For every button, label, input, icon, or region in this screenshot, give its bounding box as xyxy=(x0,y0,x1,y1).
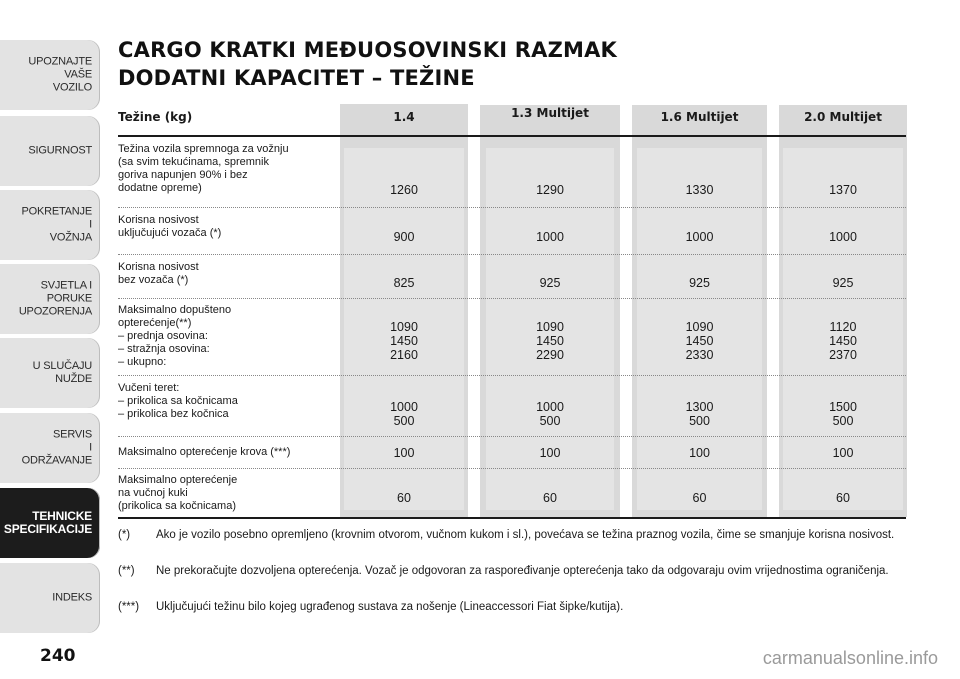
page-title xyxy=(118,36,617,92)
table-cell: 100 xyxy=(689,446,710,460)
table-cell: 60 xyxy=(397,491,411,505)
column-header: 1.6 Multijet xyxy=(660,110,739,124)
row-label-korisna-nosivost-bez-vozaca: Korisna nosivost bez vozača (*) xyxy=(118,261,199,286)
title-line-1: CARGO KRATKI MEĐUOSOVINSKI RAZMAK xyxy=(118,38,618,62)
table-cell: 1500 500 xyxy=(829,400,857,428)
table-cell: 60 xyxy=(692,491,707,505)
row-label-vuceni-teret: Vučeni teret: – prikolica sa kočnicama – prikolica bez kočnica xyxy=(118,382,238,420)
table-cell: 1370 xyxy=(829,183,857,197)
row-divider xyxy=(118,254,906,255)
tab-label: TEHNICKE SPECIFIKACIJE xyxy=(3,509,92,536)
footnote-marker: (***) xyxy=(118,601,140,613)
table-cell: 925 xyxy=(832,276,854,290)
table-cell: 60 xyxy=(836,491,850,505)
table-cell: 825 xyxy=(393,276,415,290)
column-header: 2.0 Multijet xyxy=(804,110,882,124)
table-top-rule xyxy=(118,135,906,137)
table-cell: 1290 xyxy=(536,183,564,197)
tab-label: INDEKS xyxy=(52,591,92,604)
tab-label: POKRETANJE I VOŽNJA xyxy=(21,205,92,244)
footnote-marker: (**) xyxy=(118,565,135,577)
table-cell: 1090 1450 2330 xyxy=(685,320,714,362)
table-cell: 1000 xyxy=(829,230,857,244)
footnote-text: Ako je vozilo posebno opremljeno (krovnim otvorom, vučnom kukom i sl.), povećava se težina praznog vozila, čime se smanjuje korisna nosivost. xyxy=(156,529,895,541)
row-label-opterecenje-krova: Maksimalno opterećenje krova (***) xyxy=(118,446,291,458)
tab-upoznajte-vase-vozilo[interactable] xyxy=(0,40,100,110)
tab-servis-odrzavanje[interactable] xyxy=(0,413,100,483)
table-cell: 925 xyxy=(539,276,561,290)
table-cell: 1000 500 xyxy=(390,400,418,428)
row-label-tezina-vozila: Težina vozila spremnoga za vožnju (sa svim tekućinama, spremnik goriva napunjen 90% i bez dodatne opreme) xyxy=(118,143,289,194)
row-divider xyxy=(118,375,906,376)
table-cell: 1000 500 xyxy=(536,400,564,428)
table-cell: 1000 xyxy=(685,230,714,244)
page-number: 240 xyxy=(40,646,76,666)
footnote-1 xyxy=(118,527,908,544)
row-divider xyxy=(118,436,906,437)
table-cell: 1090 1450 2160 xyxy=(390,320,418,362)
footnote-text: Ne prekoračujte dozvoljena opterećenja. Vozač je odgovoran za raspoređivanje opterećenja tako da odgovaraju ovim vrijednostima ograničenja. xyxy=(156,565,889,577)
row-label-maksimalno-opterecenje: Maksimalno dopušteno opterećenje(**) – prednja osovina: – stražnja osovina: – ukupno: xyxy=(118,304,232,368)
watermark: carmanualsonline.info xyxy=(762,648,938,668)
title-line-2: DODATNI KAPACITET – TEŽINE xyxy=(118,66,475,90)
tab-label: SIGURNOST xyxy=(28,144,92,157)
table-cell: 1300 500 xyxy=(685,400,714,428)
tab-tehnicke-specifikacije[interactable] xyxy=(0,488,100,558)
table-cell: 900 xyxy=(393,230,415,244)
table-bottom-rule xyxy=(118,517,906,519)
footnote-marker: (*) xyxy=(118,529,131,541)
tab-pokretanje-i-voznja[interactable] xyxy=(0,190,100,260)
table-cell: 1330 xyxy=(685,183,714,197)
table-header-label: Težine (kg) xyxy=(118,110,193,124)
row-label-opterecenje-vucne-kuke: Maksimalno opterećenje na vučnoj kuki (prikolica sa kočnicama) xyxy=(118,474,238,512)
table-cell: 100 xyxy=(539,446,561,460)
table-cell: 1000 xyxy=(536,230,564,244)
footnote-text: Uključujući težinu bilo kojeg ugrađenog sustava za nošenje (Lineaccessori Fiat šipke/kutija). xyxy=(156,601,624,613)
table-cell: 60 xyxy=(543,491,557,505)
column-header: 1.4 xyxy=(340,104,468,130)
tab-label: SVJETLA I PORUKE UPOZORENJA xyxy=(18,279,92,318)
table-cell: 1260 xyxy=(390,183,418,197)
tab-svjetla-poruke[interactable] xyxy=(0,264,100,334)
row-divider xyxy=(118,468,906,469)
tab-label: SERVIS I ODRŽAVANJE xyxy=(21,428,92,467)
footnote-2 xyxy=(118,563,908,580)
tab-u-slucaju-nuzde[interactable] xyxy=(0,338,100,408)
column-header: 1.3 Multijet xyxy=(511,106,589,120)
tab-label: U SLUČAJU NUŽDE xyxy=(32,360,92,385)
table-cell: 100 xyxy=(832,446,854,460)
row-label-korisna-nosivost-sa-vozacem: Korisna nosivost uključujući vozača (*) xyxy=(118,214,222,239)
tab-label: UPOZNAJTE VAŠE VOZILO xyxy=(28,55,92,94)
tab-sigurnost[interactable] xyxy=(0,116,100,186)
table-cell: 1090 1450 2290 xyxy=(536,320,564,362)
row-divider xyxy=(118,298,906,299)
table-cell: 925 xyxy=(689,276,710,290)
tab-indeks[interactable] xyxy=(0,563,100,633)
table-cell: 100 xyxy=(393,446,415,460)
table-cell: 1120 1450 2370 xyxy=(829,320,857,362)
footnote-3 xyxy=(118,599,908,616)
row-divider xyxy=(118,207,906,208)
